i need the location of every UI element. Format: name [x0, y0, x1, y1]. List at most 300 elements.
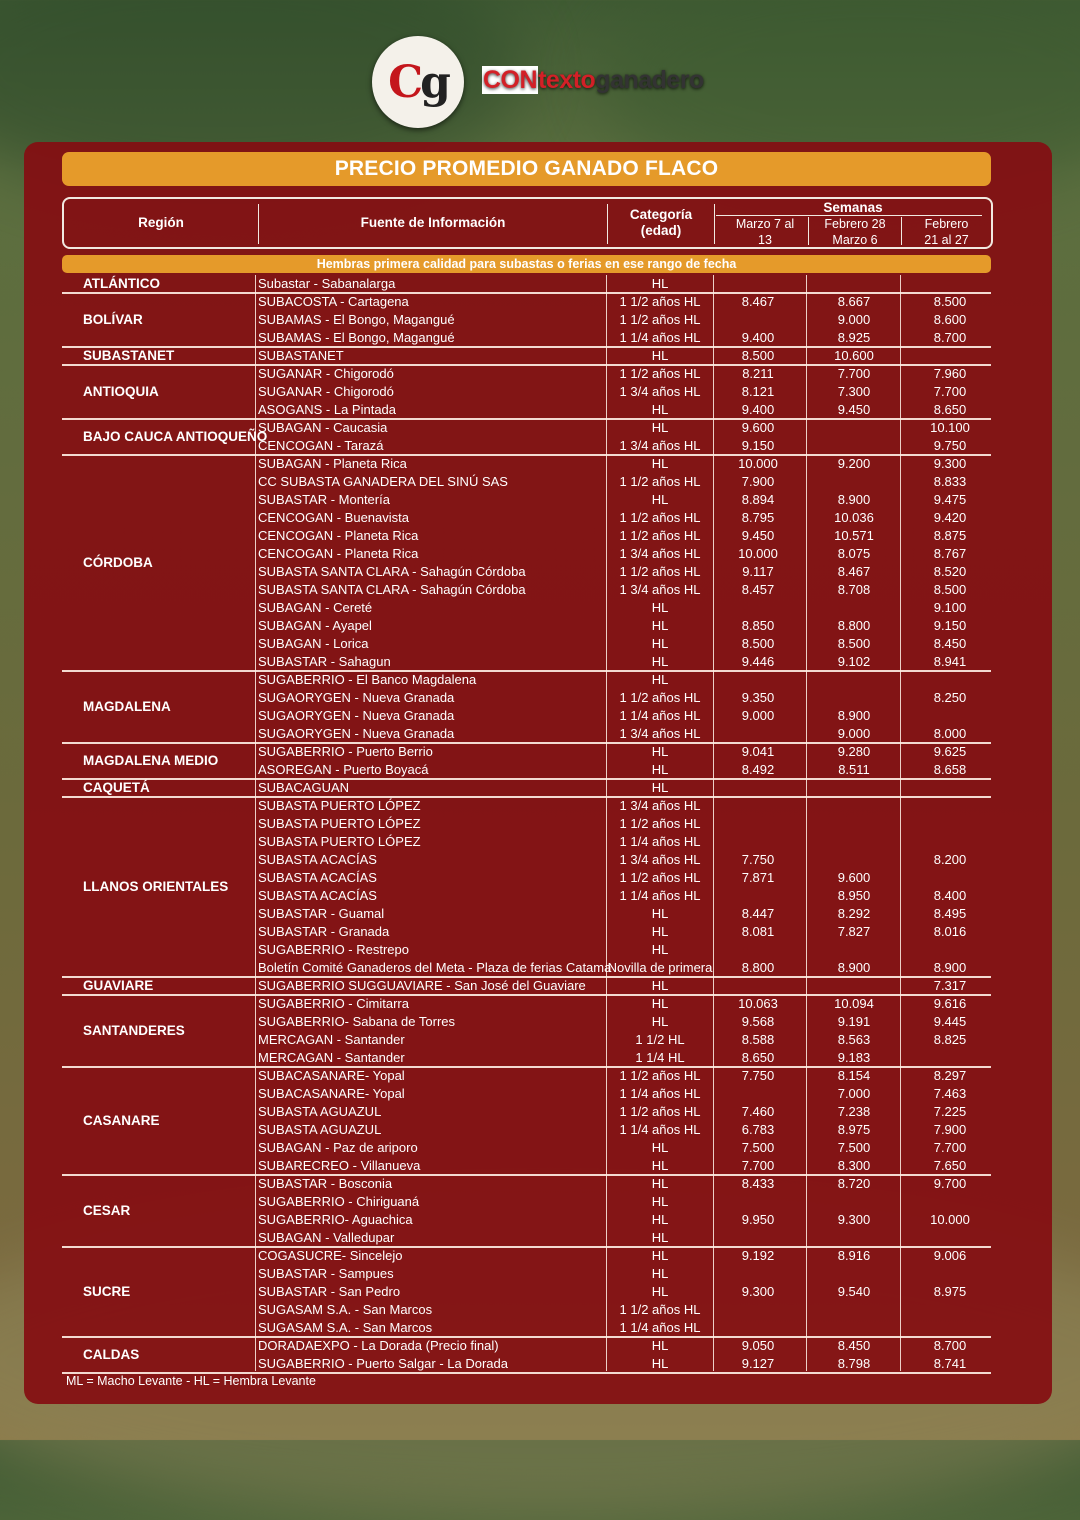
price-week-1-cell: 7.871 — [741, 870, 775, 885]
price-week-3-cell: 8.495 — [933, 906, 967, 921]
table-row — [0, 365, 1080, 383]
price-week-2-cell: 7.000 — [837, 1086, 871, 1101]
price-week-1-cell: 9.600 — [741, 420, 775, 435]
price-week-2-cell: 9.191 — [837, 1014, 871, 1029]
table-row — [0, 617, 1080, 635]
category-cell: HL — [651, 348, 669, 363]
table-row — [0, 977, 1080, 995]
table-row — [0, 1031, 1080, 1049]
price-week-2-cell: 9.450 — [837, 402, 871, 417]
price-week-1-cell: 8.588 — [741, 1032, 775, 1047]
table-row — [0, 887, 1080, 905]
price-week-1-cell: 8.467 — [741, 294, 775, 309]
category-cell: HL — [651, 1338, 669, 1353]
price-week-2-cell: 8.292 — [837, 906, 871, 921]
price-week-1-cell: 7.500 — [741, 1140, 775, 1155]
price-week-2-cell: 8.450 — [837, 1338, 871, 1353]
source-cell: SUBAMAS - El Bongo, Magangué — [258, 330, 455, 345]
logo-word-ganadero: ganadero — [595, 66, 704, 94]
table-row — [0, 401, 1080, 419]
table-row — [0, 779, 1080, 797]
price-week-1-cell: 8.457 — [741, 582, 775, 597]
price-week-3-cell: 8.000 — [933, 726, 967, 741]
category-cell: HL — [651, 1266, 669, 1281]
price-week-3-cell: 7.650 — [933, 1158, 967, 1173]
header-week-3: Febrero 21 al 27 — [924, 217, 969, 247]
price-week-1-cell: 8.800 — [741, 960, 775, 975]
category-cell: 1 1/2 años HL — [619, 312, 701, 327]
header-week-1: Marzo 7 al 13 — [735, 217, 795, 247]
brand-logo — [372, 36, 702, 132]
price-week-3-cell: 7.700 — [933, 384, 967, 399]
category-cell: HL — [651, 1284, 669, 1299]
price-week-2-cell: 7.827 — [837, 924, 871, 939]
price-week-2-cell: 9.280 — [837, 744, 871, 759]
table-row — [0, 1103, 1080, 1121]
logo-word-texto: texto — [538, 66, 596, 94]
price-week-3-cell: 8.250 — [933, 690, 967, 705]
category-cell: Novilla de primera — [607, 960, 713, 975]
region-label: SUCRE — [83, 1284, 131, 1299]
table-row — [0, 527, 1080, 545]
price-week-3-cell: 8.833 — [933, 474, 967, 489]
table-row — [0, 869, 1080, 887]
price-week-1-cell: 8.447 — [741, 906, 775, 921]
price-week-3-cell: 8.500 — [933, 582, 967, 597]
price-week-3-cell: 8.297 — [933, 1068, 967, 1083]
category-cell: HL — [651, 1158, 669, 1173]
table-row — [0, 293, 1080, 311]
category-cell: HL — [651, 618, 669, 633]
price-week-3-cell: 10.000 — [930, 1212, 970, 1227]
category-cell: 1 3/4 años HL — [619, 384, 701, 399]
category-cell: 1 1/2 HL — [635, 1032, 685, 1047]
price-week-3-cell: 8.825 — [933, 1032, 967, 1047]
table-row — [0, 1229, 1080, 1247]
table-row — [0, 689, 1080, 707]
price-week-3-cell: 9.100 — [933, 600, 967, 615]
price-week-2-cell: 8.563 — [837, 1032, 871, 1047]
table-row — [0, 815, 1080, 833]
price-week-3-cell: 9.006 — [933, 1248, 967, 1263]
price-week-1-cell: 8.492 — [741, 762, 775, 777]
region-label: MAGDALENA — [83, 699, 171, 714]
price-week-3-cell: 7.463 — [933, 1086, 967, 1101]
table-row — [0, 833, 1080, 851]
price-week-3-cell: 7.960 — [933, 366, 967, 381]
price-week-2-cell: 9.000 — [837, 726, 871, 741]
source-cell: SUBASTA AGUAZUL — [258, 1104, 382, 1119]
price-week-2-cell: 8.467 — [837, 564, 871, 579]
table-row — [0, 419, 1080, 437]
category-cell: 1 1/2 años HL — [619, 474, 701, 489]
category-cell: HL — [651, 906, 669, 921]
price-week-3-cell: 8.200 — [933, 852, 967, 867]
price-week-1-cell: 8.650 — [741, 1050, 775, 1065]
category-cell: 1 1/2 años HL — [619, 528, 701, 543]
source-cell: CENCOGAN - Planeta Rica — [258, 546, 419, 561]
price-week-1-cell: 7.460 — [741, 1104, 775, 1119]
price-week-1-cell: 9.150 — [741, 438, 775, 453]
table-row — [0, 1193, 1080, 1211]
category-cell: 1 1/4 HL — [635, 1050, 685, 1065]
category-cell: 1 3/4 años HL — [619, 582, 701, 597]
table-row — [0, 1355, 1080, 1373]
category-cell: HL — [651, 456, 669, 471]
price-week-2-cell: 8.154 — [837, 1068, 871, 1083]
price-week-1-cell: 6.783 — [741, 1122, 775, 1137]
category-cell: 1 1/2 años HL — [619, 690, 701, 705]
table-row — [0, 1319, 1080, 1337]
section-subtitle: Hembras primera calidad para subastas o ferias en ese rango de fecha — [62, 255, 991, 273]
header-weeks: Semanas — [823, 200, 883, 215]
table-row — [0, 995, 1080, 1013]
table-row — [0, 671, 1080, 689]
category-cell: 1 1/2 años HL — [619, 366, 701, 381]
category-cell: 1 1/2 años HL — [619, 564, 701, 579]
category-cell: 1 1/4 años HL — [619, 1086, 701, 1101]
price-week-2-cell: 8.708 — [837, 582, 871, 597]
source-cell: SUBAGAN - Planeta Rica — [258, 456, 407, 471]
price-week-1-cell: 9.192 — [741, 1248, 775, 1263]
category-cell: HL — [651, 402, 669, 417]
price-week-2-cell: 8.950 — [837, 888, 871, 903]
source-cell: SUGAORYGEN - Nueva Granada — [258, 726, 455, 741]
category-cell: HL — [651, 924, 669, 939]
price-week-1-cell: 9.041 — [741, 744, 775, 759]
source-cell: SUGABERRIO - Restrepo — [258, 942, 409, 957]
category-cell: HL — [651, 978, 669, 993]
source-cell: SUBACOSTA - Cartagena — [258, 294, 409, 309]
price-week-3-cell: 7.225 — [933, 1104, 967, 1119]
footnote: ML = Macho Levante - HL = Hembra Levante — [66, 1374, 316, 1388]
source-cell: SUBASTA PUERTO LÓPEZ — [258, 798, 421, 813]
table-row — [0, 1265, 1080, 1283]
price-week-1-cell: 10.000 — [738, 546, 778, 561]
region-label: LLANOS ORIENTALES — [83, 879, 229, 894]
source-cell: CENCOGAN - Planeta Rica — [258, 528, 419, 543]
table-row — [0, 311, 1080, 329]
table-row — [0, 797, 1080, 815]
source-cell: ASOREGAN - Puerto Boyacá — [258, 762, 429, 777]
category-cell: 1 1/2 años HL — [619, 510, 701, 525]
price-week-3-cell: 9.420 — [933, 510, 967, 525]
price-week-1-cell: 8.081 — [741, 924, 775, 939]
source-cell: MERCAGAN - Santander — [258, 1032, 405, 1047]
table-row — [0, 437, 1080, 455]
source-cell: SUBASTA AGUAZUL — [258, 1122, 382, 1137]
region-label: MAGDALENA MEDIO — [83, 753, 219, 768]
category-cell: 1 1/4 años HL — [619, 834, 701, 849]
price-week-3-cell: 8.520 — [933, 564, 967, 579]
price-week-1-cell: 10.000 — [738, 456, 778, 471]
price-week-1-cell: 7.700 — [741, 1158, 775, 1173]
source-cell: SUGABERRIO - Puerto Berrio — [258, 744, 433, 759]
category-cell: HL — [651, 744, 669, 759]
price-week-3-cell: 8.650 — [933, 402, 967, 417]
source-cell: SUBASTAR - Bosconia — [258, 1176, 393, 1191]
source-cell: SUBASTAR - Granada — [258, 924, 390, 939]
source-cell: SUGABERRIO- Aguachica — [258, 1212, 413, 1227]
price-week-1-cell: 9.950 — [741, 1212, 775, 1227]
region-label: SANTANDERES — [83, 1023, 185, 1038]
price-week-2-cell: 9.300 — [837, 1212, 871, 1227]
price-week-1-cell: 9.400 — [741, 330, 775, 345]
category-cell: HL — [651, 1230, 669, 1245]
region-label: SUBASTANET — [83, 348, 175, 363]
price-week-3-cell: 8.500 — [933, 294, 967, 309]
price-week-2-cell: 7.500 — [837, 1140, 871, 1155]
category-cell: 1 3/4 años HL — [619, 726, 701, 741]
price-week-1-cell: 9.000 — [741, 708, 775, 723]
region-label: CESAR — [83, 1203, 131, 1218]
table-row — [0, 599, 1080, 617]
price-week-2-cell: 8.075 — [837, 546, 871, 561]
source-cell: SUGAORYGEN - Nueva Granada — [258, 690, 455, 705]
price-week-2-cell: 7.700 — [837, 366, 871, 381]
price-week-3-cell: 8.941 — [933, 654, 967, 669]
source-cell: SUBAGAN - Lorica — [258, 636, 369, 651]
price-week-3-cell: 8.600 — [933, 312, 967, 327]
source-cell: SUBASTA PUERTO LÓPEZ — [258, 834, 421, 849]
region-label: CAQUETÁ — [83, 780, 150, 795]
price-week-2-cell: 9.600 — [837, 870, 871, 885]
price-week-1-cell: 8.121 — [741, 384, 775, 399]
logo-word-con: CON — [483, 66, 538, 94]
header-category: Categoría (edad) — [629, 207, 693, 238]
category-cell: 1 1/2 años HL — [619, 870, 701, 885]
price-week-1-cell: 9.050 — [741, 1338, 775, 1353]
price-week-2-cell: 8.925 — [837, 330, 871, 345]
source-cell: SUGABERRIO - Chiriguaná — [258, 1194, 420, 1209]
source-cell: SUBARECREO - Villanueva — [258, 1158, 421, 1173]
source-cell: SUGABERRIO - Cimitarra — [258, 996, 409, 1011]
table-row — [0, 581, 1080, 599]
category-cell: HL — [651, 1140, 669, 1155]
table-row — [0, 491, 1080, 509]
header-source: Fuente de Información — [360, 215, 506, 230]
price-week-3-cell: 8.450 — [933, 636, 967, 651]
source-cell: SUBASTAR - San Pedro — [258, 1284, 401, 1299]
price-week-2-cell: 8.798 — [837, 1356, 871, 1371]
table-row — [0, 653, 1080, 671]
price-week-3-cell: 8.741 — [933, 1356, 967, 1371]
source-cell: SUGASAM S.A. - San Marcos — [258, 1320, 433, 1335]
price-week-3-cell: 9.625 — [933, 744, 967, 759]
price-week-1-cell: 8.795 — [741, 510, 775, 525]
price-week-2-cell: 8.916 — [837, 1248, 871, 1263]
category-cell: HL — [651, 654, 669, 669]
category-cell: HL — [651, 1176, 669, 1191]
source-cell: SUBACASANARE- Yopal — [258, 1068, 405, 1083]
category-cell: 1 1/4 años HL — [619, 1320, 701, 1335]
region-label: CASANARE — [83, 1113, 160, 1128]
region-label: GUAVIARE — [83, 978, 154, 993]
table-row — [0, 383, 1080, 401]
category-cell: 1 1/2 años HL — [619, 1068, 701, 1083]
source-cell: SUGABERRIO - El Banco Magdalena — [258, 672, 477, 687]
table-row — [0, 1247, 1080, 1265]
category-cell: 1 1/2 años HL — [619, 1104, 701, 1119]
table-row — [0, 1175, 1080, 1193]
category-cell: 1 1/4 años HL — [619, 330, 701, 345]
price-week-1-cell: 8.500 — [741, 348, 775, 363]
source-cell: SUBASTAR - Sahagun — [258, 654, 391, 669]
source-cell: SUBAGAN - Cereté — [258, 600, 373, 615]
source-cell: SUBASTAR - Sampues — [258, 1266, 394, 1281]
source-cell: SUBAGAN - Caucasia — [258, 420, 388, 435]
price-week-2-cell: 8.511 — [838, 762, 870, 777]
category-cell: HL — [651, 1014, 669, 1029]
region-label: ANTIOQUIA — [83, 384, 159, 399]
price-week-2-cell: 9.540 — [837, 1284, 871, 1299]
category-cell: HL — [651, 942, 669, 957]
price-week-2-cell: 7.300 — [837, 384, 871, 399]
price-week-3-cell: 7.700 — [933, 1140, 967, 1155]
price-week-1-cell: 7.750 — [741, 852, 775, 867]
source-cell: SUBASTANET — [258, 348, 344, 363]
category-cell: HL — [651, 996, 669, 1011]
table-row — [0, 347, 1080, 365]
price-week-1-cell: 9.350 — [741, 690, 775, 705]
price-week-1-cell: 9.450 — [741, 528, 775, 543]
category-cell: HL — [651, 636, 669, 651]
category-cell: HL — [651, 780, 669, 795]
table-row — [0, 545, 1080, 563]
source-cell: SUBASTAR - Guamal — [258, 906, 385, 921]
category-cell: 1 3/4 años HL — [619, 852, 701, 867]
price-week-1-cell: 7.900 — [741, 474, 775, 489]
category-cell: HL — [651, 1356, 669, 1371]
price-week-2-cell: 8.800 — [837, 618, 871, 633]
price-week-3-cell: 10.100 — [930, 420, 970, 435]
price-week-1-cell: 9.568 — [741, 1014, 775, 1029]
price-week-1-cell: 10.063 — [738, 996, 778, 1011]
table-row — [0, 1301, 1080, 1319]
price-week-2-cell: 10.036 — [834, 510, 874, 525]
price-week-3-cell: 8.875 — [933, 528, 967, 543]
table-row — [0, 1139, 1080, 1157]
table-row — [0, 1049, 1080, 1067]
region-label: CÓRDOBA — [83, 555, 153, 570]
source-cell: SUGAORYGEN - Nueva Granada — [258, 708, 455, 723]
table-row — [0, 563, 1080, 581]
source-cell: SUBASTAR - Montería — [258, 492, 390, 507]
source-cell: ASOGANS - La Pintada — [258, 402, 397, 417]
price-week-2-cell: 8.300 — [837, 1158, 871, 1173]
price-week-1-cell: 8.894 — [741, 492, 775, 507]
category-cell: 1 1/2 años HL — [619, 816, 701, 831]
category-cell: HL — [651, 492, 669, 507]
source-cell: SUBASTA SANTA CLARA - Sahagún Córdoba — [258, 582, 526, 597]
source-cell: CENCOGAN - Buenavista — [258, 510, 409, 525]
table-row — [0, 275, 1080, 293]
price-week-1-cell: 9.127 — [741, 1356, 775, 1371]
price-week-2-cell: 9.102 — [837, 654, 871, 669]
table-row — [0, 941, 1080, 959]
price-week-2-cell: 8.667 — [837, 294, 871, 309]
source-cell: SUBAGAN - Ayapel — [258, 618, 372, 633]
category-cell: 1 3/4 años HL — [619, 798, 701, 813]
region-label: ATLÁNTICO — [83, 276, 160, 291]
price-week-3-cell: 9.445 — [933, 1014, 967, 1029]
price-week-3-cell: 8.975 — [933, 1284, 967, 1299]
price-week-1-cell: 8.850 — [741, 618, 775, 633]
source-cell: SUBASTA ACACÍAS — [258, 888, 377, 903]
category-cell: HL — [651, 1212, 669, 1227]
price-week-3-cell: 7.900 — [933, 1122, 967, 1137]
price-week-2-cell: 10.571 — [834, 528, 874, 543]
table-row — [0, 725, 1080, 743]
table-row — [0, 329, 1080, 347]
source-cell: COGASUCRE- Sincelejo — [258, 1248, 403, 1263]
price-week-3-cell: 9.616 — [933, 996, 967, 1011]
table-row — [0, 707, 1080, 725]
source-cell: SUBACAGUAN — [258, 780, 350, 795]
source-cell: SUGABERRIO - Puerto Salgar - La Dorada — [258, 1356, 508, 1371]
table-row — [0, 1337, 1080, 1355]
category-cell: HL — [651, 672, 669, 687]
source-cell: MERCAGAN - Santander — [258, 1050, 405, 1065]
price-week-2-cell: 8.500 — [837, 636, 871, 651]
price-week-1-cell: 9.446 — [741, 654, 775, 669]
price-week-3-cell: 8.767 — [933, 546, 967, 561]
source-cell: SUGASAM S.A. - San Marcos — [258, 1302, 433, 1317]
table-header — [62, 197, 993, 249]
price-week-3-cell: 9.700 — [933, 1176, 967, 1191]
price-week-3-cell: 9.300 — [933, 456, 967, 471]
table-row — [0, 635, 1080, 653]
logo-wordmark — [482, 66, 704, 95]
price-week-3-cell: 8.016 — [933, 924, 967, 939]
source-cell: SUBAMAS - El Bongo, Magangué — [258, 312, 455, 327]
price-week-1-cell: 9.117 — [742, 564, 774, 579]
price-week-3-cell: 8.658 — [933, 762, 967, 777]
table-row — [0, 923, 1080, 941]
price-week-2-cell: 7.238 — [837, 1104, 871, 1119]
table-row — [0, 905, 1080, 923]
table-row — [0, 1283, 1080, 1301]
price-week-2-cell: 9.200 — [837, 456, 871, 471]
price-week-3-cell: 7.317 — [933, 978, 967, 993]
source-cell: SUBACASANARE- Yopal — [258, 1086, 405, 1101]
category-cell: 1 3/4 años HL — [619, 438, 701, 453]
price-week-2-cell: 8.900 — [837, 708, 871, 723]
price-week-3-cell: 8.400 — [933, 888, 967, 903]
source-cell: SUGANAR - Chigorodó — [258, 384, 394, 399]
table-row — [0, 761, 1080, 779]
source-cell: DORADAEXPO - La Dorada (Precio final) — [258, 1338, 499, 1353]
category-cell: HL — [651, 1194, 669, 1209]
category-cell: 1 1/4 años HL — [619, 708, 701, 723]
source-cell: CC SUBASTA GANADERA DEL SINÚ SAS — [258, 474, 508, 489]
table-row — [0, 473, 1080, 491]
price-week-3-cell: 8.700 — [933, 1338, 967, 1353]
source-cell: Subastar - Sabanalarga — [258, 276, 396, 291]
table-row — [0, 1121, 1080, 1139]
source-cell: SUGANAR - Chigorodó — [258, 366, 394, 381]
price-week-2-cell: 8.900 — [837, 492, 871, 507]
region-label: CALDAS — [83, 1347, 140, 1362]
category-cell: HL — [651, 1248, 669, 1263]
price-week-2-cell: 10.094 — [834, 996, 874, 1011]
category-cell: HL — [651, 420, 669, 435]
price-week-3-cell: 8.900 — [933, 960, 967, 975]
price-week-2-cell: 9.183 — [837, 1050, 871, 1065]
price-week-3-cell: 9.750 — [933, 438, 967, 453]
logo-mark-g: g — [420, 56, 448, 108]
price-week-1-cell: 8.211 — [742, 366, 774, 381]
